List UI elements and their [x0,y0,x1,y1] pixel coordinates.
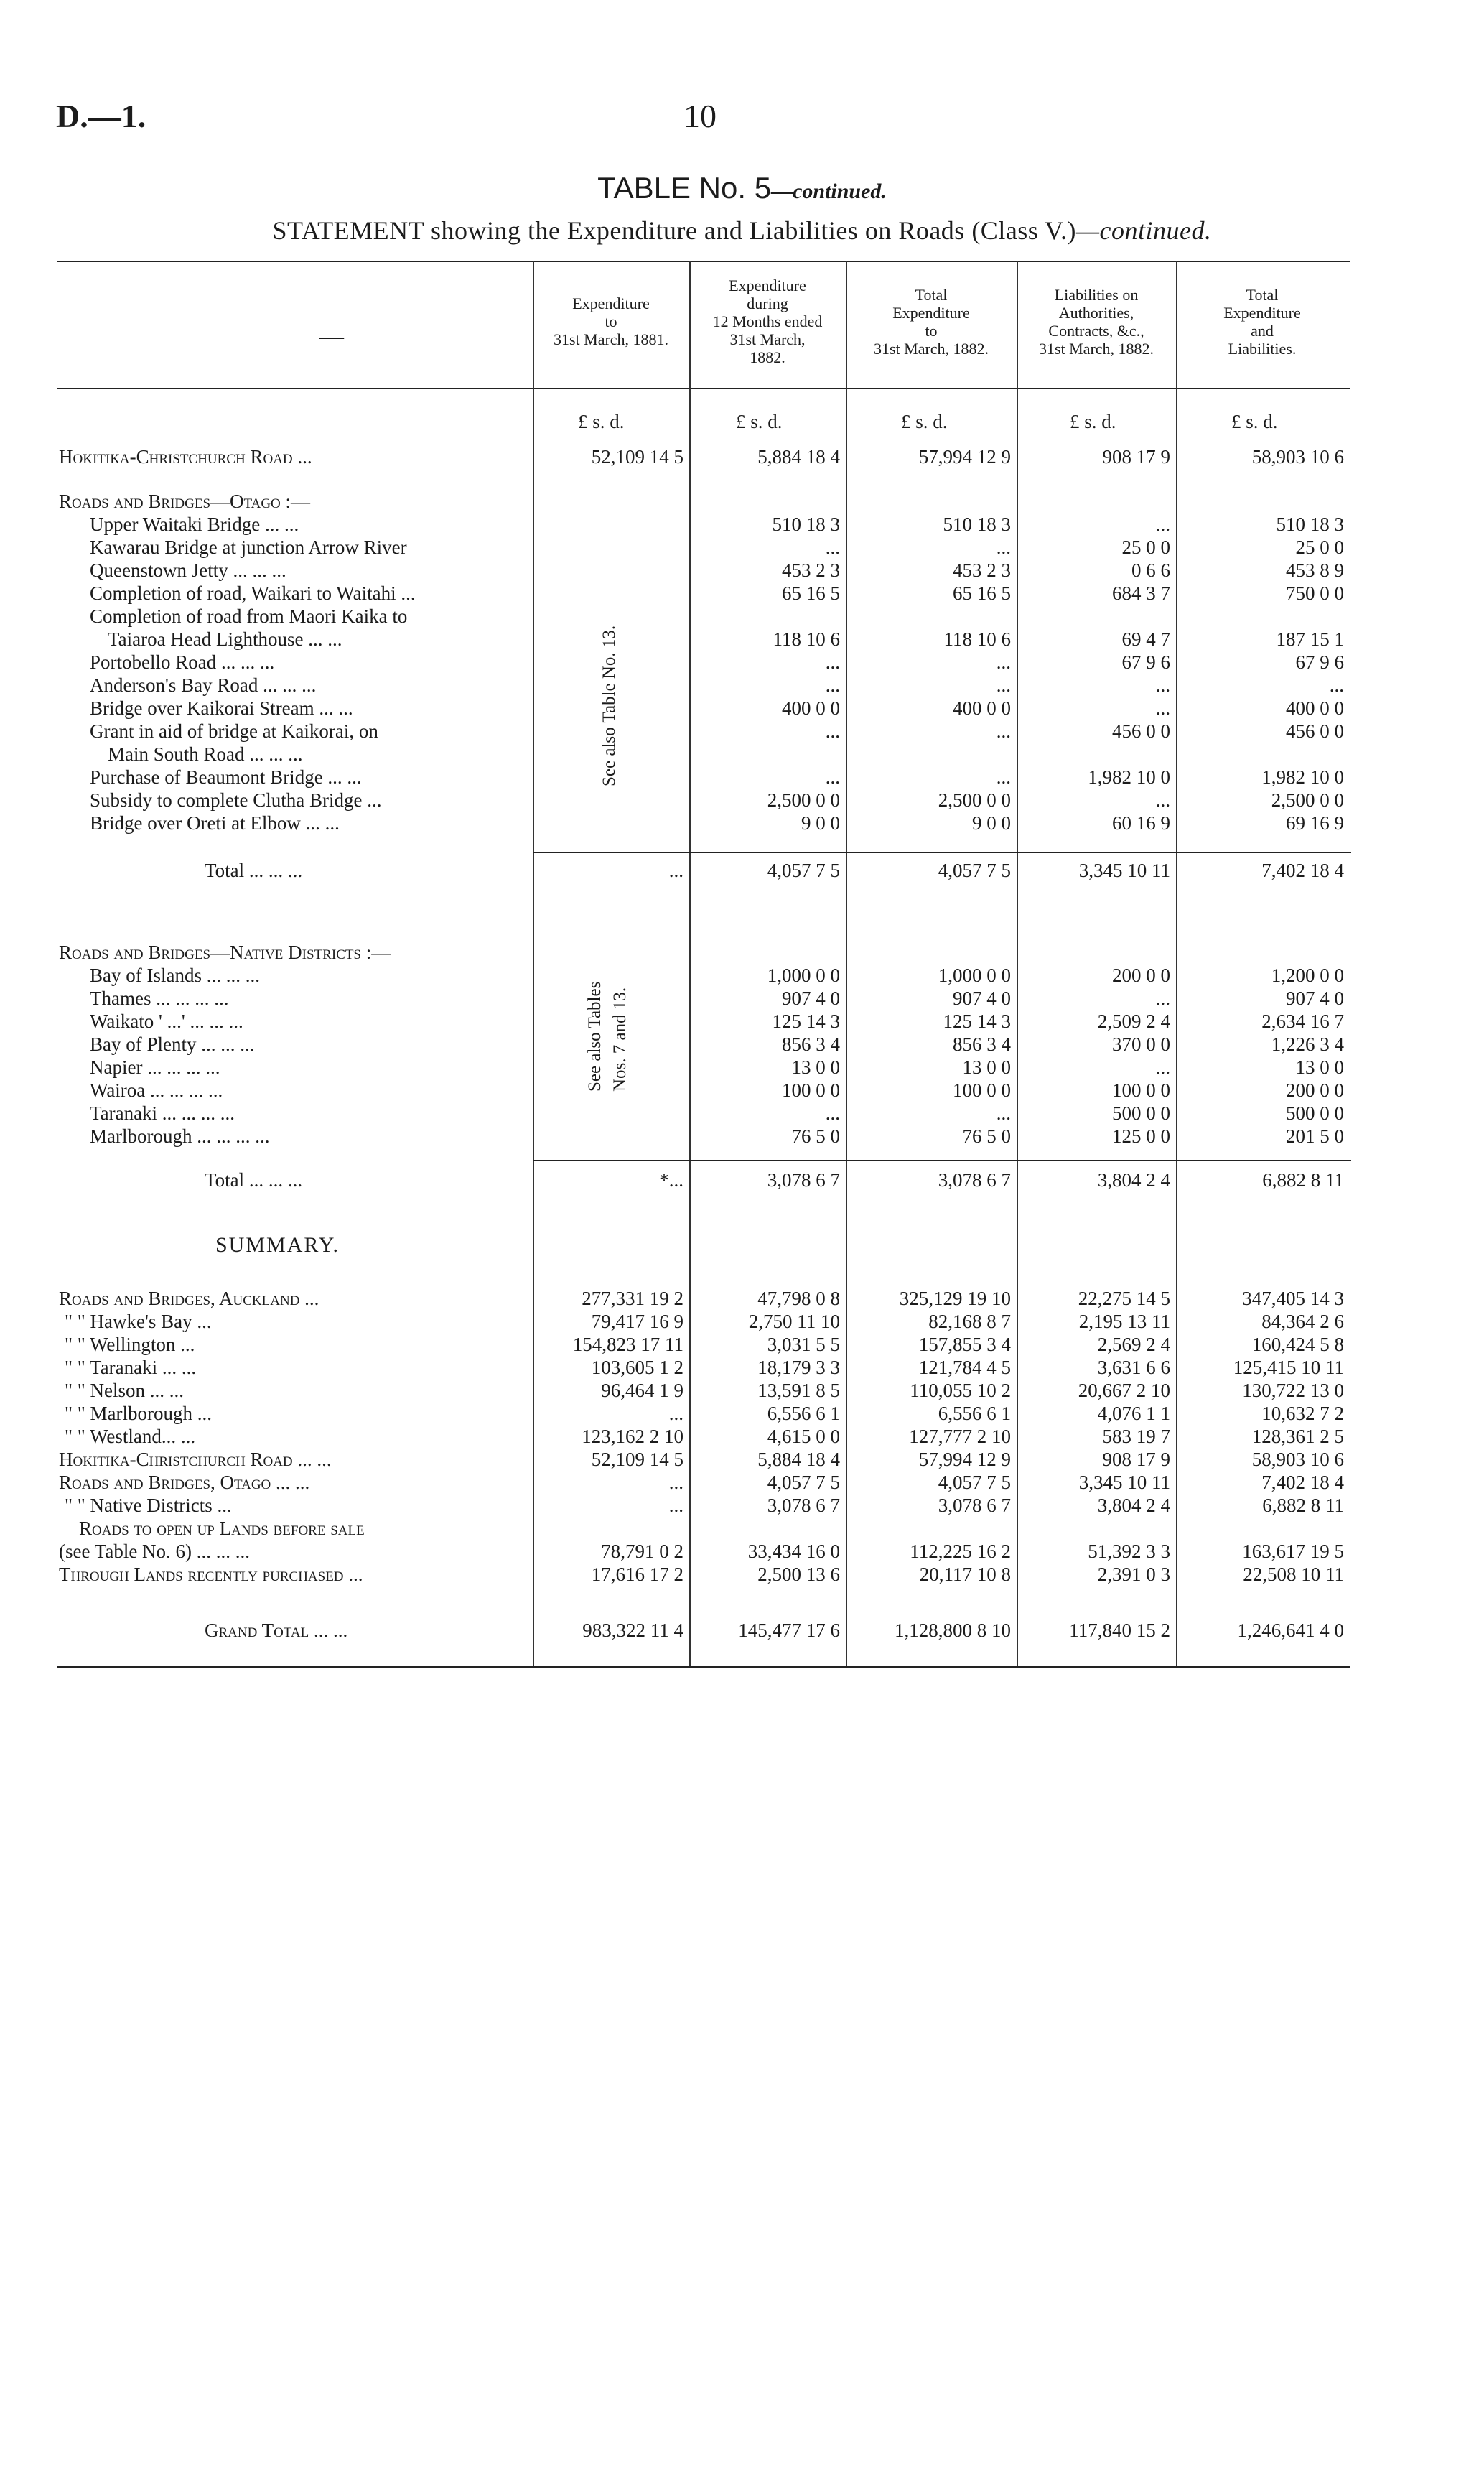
side-note-otago: See also Table No. 13. [599,625,619,786]
row-value-c3: ... [996,674,1011,696]
row-value-c4: ... [1155,674,1170,696]
column-divider-4 [1017,261,1018,1666]
row-value-c2: 6,556 6 1 [767,1403,840,1424]
row-value-c3: ... [996,766,1011,788]
row-label: Portobello Road ... ... ... [90,651,275,673]
row-value-c5: 1,246,641 4 0 [1237,1619,1344,1641]
page-number: 10 [683,98,717,134]
row-label: Roads and Bridges, Auckland ... [59,1288,319,1309]
row-value-c4: 684 3 7 [1112,582,1170,604]
row-value-c3: 856 3 4 [953,1033,1011,1055]
row-value-c3: 9 0 0 [972,812,1011,834]
row-value-c2: 2,500 13 6 [757,1563,840,1585]
column-header-4-line: 31st March, 1882. [1038,340,1154,358]
row-value-c4: 3,345 10 11 [1078,1472,1170,1493]
row-value-c2: 47,798 0 8 [757,1288,840,1309]
row-value-c4: 200 0 0 [1112,965,1170,986]
column-header-5-line: Expenditure [1223,304,1301,322]
bottom-rule [57,1666,1350,1668]
row-value-c4: ... [1155,1056,1170,1078]
row-value-c5: 187 15 1 [1276,628,1344,650]
row-label: Roads to open up Lands before sale [79,1518,365,1539]
row-label: " " Hawke's Bay ... [65,1311,212,1332]
column-divider-1 [533,261,534,1666]
row-label: Completion of road, Waikari to Waitahi ... [90,582,416,604]
row-value-c2: 5,884 18 4 [757,1449,840,1470]
row-label: Taranaki ... ... ... ... [90,1102,235,1124]
row-value-c4: 3,345 10 11 [1078,860,1170,881]
top-rule [57,261,1350,262]
row-value-c5: 67 9 6 [1295,651,1344,673]
row-label: Wairoa ... ... ... ... [90,1079,223,1101]
row-value-c2: 3,078 6 7 [767,1495,840,1516]
row-value-c5: 10,632 7 2 [1261,1403,1344,1424]
column-header-1-line: to [605,312,617,330]
row-value-c1: 103,605 1 2 [591,1357,683,1378]
currency-header-4: £ s. d. [1070,411,1116,432]
currency-header-5: £ s. d. [1231,411,1278,432]
row-value-c5: 453 8 9 [1286,559,1344,581]
row-value-c4: 2,195 13 11 [1078,1311,1170,1332]
row-value-c4: 25 0 0 [1121,536,1170,558]
side-note-native-2: Nos. 7 and 13. [610,987,630,1092]
row-value-c3: 118 10 6 [943,628,1011,650]
row-label: Through Lands recently purchased ... [59,1563,363,1585]
row-value-c2: 907 4 0 [782,987,840,1009]
column-header-5-line: Liabilities. [1228,340,1297,358]
column-header-3 [846,286,1017,358]
row-value-c5: 907 4 0 [1286,987,1344,1009]
row-label: Bridge over Oreti at Elbow ... ... [90,812,340,834]
row-value-c5: 750 0 0 [1286,582,1344,604]
row-label: Queenstown Jetty ... ... ... [90,559,286,581]
row-value-c5: 456 0 0 [1286,720,1344,742]
column-divider-5 [1176,261,1177,1666]
row-label: Purchase of Beaumont Bridge ... ... [90,766,362,788]
row-value-c1: 154,823 17 11 [572,1334,683,1355]
row-value-c1: *... [659,1169,683,1191]
side-note-native-1: See also Tables [585,981,605,1092]
row-value-c2: 76 5 0 [791,1125,840,1147]
row-value-c2: 13,591 8 5 [757,1380,840,1401]
row-label: Thames ... ... ... ... [90,987,229,1009]
row-value-c5: 130,722 13 0 [1242,1380,1344,1401]
row-value-c3: 1,128,800 8 10 [895,1619,1011,1641]
row-value-c5: ... [1329,674,1344,696]
row-value-c3: 157,855 3 4 [918,1334,1011,1355]
row-value-c2: 400 0 0 [782,697,840,719]
row-value-c4: 456 0 0 [1112,720,1170,742]
column-header-1 [533,294,689,348]
row-value-c3: 57,994 12 9 [918,1449,1011,1470]
row-label: Grand Total ... ... [205,1619,348,1641]
column-header-3-line: 31st March, 1882. [873,340,989,358]
row-label: Waikato ' ...' ... ... ... [90,1010,243,1032]
row-label: Bridge over Kaikorai Stream ... ... [90,697,353,719]
column-header-2-line: 31st March, [729,330,806,348]
row-label: " " Taranaki ... ... [65,1357,197,1378]
row-value-c4: 1,982 10 0 [1088,766,1170,788]
row-value-c5: 58,903 10 6 [1251,1449,1344,1470]
column-header-1-line: 31st March, 1881. [553,330,669,348]
row-value-c2: 4,057 7 5 [767,860,840,881]
row-value-c3: 3,078 6 7 [938,1169,1011,1191]
row-value-c4: 100 0 0 [1112,1079,1170,1101]
row-value-c4: 22,275 14 5 [1078,1288,1170,1309]
row-label: Subsidy to complete Clutha Bridge ... [90,789,382,811]
row-value-c1: 983,322 11 4 [582,1619,683,1641]
row-value-c4: 125 0 0 [1112,1125,1170,1147]
row-value-c5: 58,903 10 6 [1251,446,1344,468]
row-value-c3: 20,117 10 8 [919,1563,1011,1585]
row-value-c2: 2,750 11 10 [748,1311,840,1332]
row-value-c2: ... [825,1102,840,1124]
row-value-c2: 118 10 6 [773,628,840,650]
column-header-2-line: Expenditure [729,276,806,294]
column-header-5-line: Total [1246,286,1279,304]
row-value-c4: 583 19 7 [1102,1426,1170,1447]
row-value-c5: 2,500 0 0 [1271,789,1344,811]
row-value-c1: 52,109 14 5 [591,446,683,468]
header-bottom-rule [57,388,1350,389]
row-value-c5: 6,882 8 11 [1262,1495,1344,1516]
row-value-c3: 13 0 0 [962,1056,1011,1078]
row-label: Bay of Islands ... ... ... [90,965,260,986]
row-value-c1: 17,616 17 2 [591,1563,683,1585]
row-value-c4: ... [1155,513,1170,535]
row-label: Grant in aid of bridge at Kaikorai, on [90,720,378,742]
row-value-c2: 4,057 7 5 [767,1472,840,1493]
row-value-c3: 907 4 0 [953,987,1011,1009]
row-value-c2: ... [825,720,840,742]
row-label: " " Wellington ... [65,1334,195,1355]
row-value-c3: ... [996,720,1011,742]
row-value-c4: 2,391 0 3 [1097,1563,1170,1585]
row-value-c3: ... [996,536,1011,558]
statement-text: STATEMENT showing the Expenditure and Liabilities on Roads (Class V.) [272,216,1077,245]
row-value-c3: 100 0 0 [953,1079,1011,1101]
row-value-c4: 3,804 2 4 [1097,1169,1170,1191]
row-value-c2: 510 18 3 [772,513,840,535]
row-value-c3: 400 0 0 [953,697,1011,719]
row-value-c4: 117,840 15 2 [1069,1619,1170,1641]
row-value-c2: 33,434 16 0 [747,1540,840,1562]
row-value-c4: 500 0 0 [1112,1102,1170,1124]
row-value-c3: 4,057 7 5 [938,860,1011,881]
row-label: Hokitika-Christchurch Road ... [59,446,312,468]
row-value-c4: ... [1155,987,1170,1009]
row-value-c4: 908 17 9 [1102,446,1170,468]
row-value-c3: 2,500 0 0 [938,789,1011,811]
row-value-c5: 22,508 10 11 [1243,1563,1344,1585]
row-value-c2: 65 16 5 [782,582,840,604]
row-value-c5: 500 0 0 [1286,1102,1344,1124]
currency-header-1: £ s. d. [578,411,625,432]
row-value-c5: 25 0 0 [1295,536,1344,558]
row-label: Napier ... ... ... ... [90,1056,220,1078]
row-value-c5: 163,617 19 5 [1242,1540,1344,1562]
row-value-c4: ... [1155,697,1170,719]
row-value-c3: 1,000 0 0 [938,965,1011,986]
row-value-c2: 9 0 0 [801,812,840,834]
row-value-c2: 4,615 0 0 [767,1426,840,1447]
row-value-c2: 1,000 0 0 [767,965,840,986]
column-header-2-line: 1882. [750,348,785,366]
row-label: Roads and Bridges, Otago ... ... [59,1472,310,1493]
column-header-1-line: Expenditure [572,294,650,312]
summary-heading: SUMMARY. [215,1233,340,1257]
row-value-c3: 65 16 5 [953,582,1011,604]
row-value-c4: 60 16 9 [1112,812,1170,834]
row-value-c1: ... [668,860,683,881]
table-title-text: TABLE No. 5 [597,171,772,205]
row-value-c2: 5,884 18 4 [757,446,840,468]
row-value-c3: ... [996,1102,1011,1124]
row-label: Bay of Plenty ... ... ... [90,1033,255,1055]
row-value-c2: 3,031 5 5 [767,1334,840,1355]
row-value-c3: 325,129 19 10 [899,1288,1011,1309]
row-value-c5: 201 5 0 [1286,1125,1344,1147]
row-value-c2: ... [825,674,840,696]
row-label: " " Native Districts ... [65,1495,232,1516]
row-value-c5: 69 16 9 [1286,812,1344,834]
row-value-c3: 121,784 4 5 [918,1357,1011,1378]
row-label: Main South Road ... ... ... [108,743,303,765]
row-value-c1: 78,791 0 2 [601,1540,683,1562]
row-value-c2: ... [825,536,840,558]
column-header-4 [1017,286,1176,358]
row-value-c5: 13 0 0 [1295,1056,1344,1078]
row-value-c3: ... [996,651,1011,673]
row-label: Kawarau Bridge at junction Arrow River [90,536,407,558]
row-value-c2: 453 2 3 [782,559,840,581]
row-value-c5: 7,402 18 4 [1261,1472,1344,1493]
row-value-c1: 123,162 2 10 [582,1426,683,1447]
row-value-c4: 51,392 3 3 [1088,1540,1170,1562]
row-value-c1: 277,331 19 2 [582,1288,683,1309]
column-header-2-line: 12 Months ended [712,312,823,330]
statement-continued: —continued. [1076,216,1212,245]
column-header-2 [689,276,846,366]
row-label: Anderson's Bay Road ... ... ... [90,674,317,696]
document-id: D.—1. [56,98,146,134]
row-value-c3: 82,168 8 7 [928,1311,1011,1332]
row-value-c5: 510 18 3 [1276,513,1344,535]
row-label: (see Table No. 6) ... ... ... [59,1540,251,1562]
row-label: Completion of road from Maori Kaika to [90,605,408,627]
row-value-c2: 145,477 17 6 [738,1619,840,1641]
column-header-3-line: Total [915,286,948,304]
row-value-c5: 128,361 2 5 [1251,1426,1344,1447]
row-value-c1: ... [668,1472,683,1493]
native-total-rule [533,1160,1351,1161]
row-value-c5: 347,405 14 3 [1242,1288,1344,1309]
column-header-4-line: Contracts, &c., [1048,322,1144,340]
row-value-c4: 0 6 6 [1131,559,1170,581]
row-value-c3: 76 5 0 [962,1125,1011,1147]
column-header-4-line: Authorities, [1058,304,1134,322]
row-value-c1: ... [668,1495,683,1516]
column-header-5-line: and [1251,322,1274,340]
column-header-4-line: Liabilities on [1054,286,1139,304]
row-value-c5: 84,364 2 6 [1261,1311,1344,1332]
row-value-c2: ... [825,766,840,788]
row-label: Total ... ... ... [205,1169,303,1191]
row-value-c4: 4,076 1 1 [1097,1403,1170,1424]
row-value-c3: 6,556 6 1 [938,1403,1011,1424]
row-value-c5: 1,226 3 4 [1271,1033,1344,1055]
row-value-c4: 69 4 7 [1121,628,1170,650]
column-divider-2 [689,261,691,1666]
row-value-c2: ... [825,651,840,673]
row-value-c3: 57,994 12 9 [918,446,1011,468]
row-value-c5: 400 0 0 [1286,697,1344,719]
column-header-3-line: Expenditure [892,304,970,322]
row-value-c4: 20,667 2 10 [1078,1380,1170,1401]
row-value-c2: 125 14 3 [772,1010,840,1032]
row-value-c3: 125 14 3 [943,1010,1011,1032]
row-value-c4: 2,569 2 4 [1097,1334,1170,1355]
row-value-c5: 1,200 0 0 [1271,965,1344,986]
column-header-5 [1176,286,1348,358]
row-label: Roads and Bridges—Native Districts :— [59,942,391,963]
currency-header-3: £ s. d. [901,411,948,432]
row-value-c3: 110,055 10 2 [910,1380,1011,1401]
column-divider-3 [846,261,847,1666]
row-label: Total ... ... ... [205,860,303,881]
row-value-c2: 100 0 0 [782,1079,840,1101]
row-value-c5: 1,982 10 0 [1261,766,1344,788]
row-value-c2: 18,179 3 3 [757,1357,840,1378]
row-label: Upper Waitaki Bridge ... ... [90,513,299,535]
column-header-2-line: during [747,294,788,312]
row-value-c1: ... [668,1403,683,1424]
row-value-c3: 112,225 16 2 [910,1540,1011,1562]
row-value-c2: 856 3 4 [782,1033,840,1055]
row-label: " " Nelson ... ... [65,1380,185,1401]
row-value-c1: 52,109 14 5 [591,1449,683,1470]
row-value-c5: 6,882 8 11 [1262,1169,1344,1191]
row-value-c4: 67 9 6 [1121,651,1170,673]
row-value-c3: 4,057 7 5 [938,1472,1011,1493]
currency-header-2: £ s. d. [736,411,783,432]
row-value-c1: 96,464 1 9 [601,1380,683,1401]
row-value-c5: 7,402 18 4 [1261,860,1344,881]
row-value-c4: 3,804 2 4 [1097,1495,1170,1516]
statement-heading [0,215,1484,246]
row-label: Taiaroa Head Lighthouse ... ... [108,628,342,650]
row-value-c4: 2,509 2 4 [1097,1010,1170,1032]
row-value-c4: 908 17 9 [1102,1449,1170,1470]
row-value-c3: 510 18 3 [943,513,1011,535]
row-value-c5: 160,424 5 8 [1251,1334,1344,1355]
row-value-c3: 127,777 2 10 [909,1426,1011,1447]
row-value-c5: 125,415 10 11 [1233,1357,1344,1378]
row-value-c2: 3,078 6 7 [767,1169,840,1191]
row-value-c1: 79,417 16 9 [591,1311,683,1332]
row-value-c3: 3,078 6 7 [938,1495,1011,1516]
row-value-c4: ... [1155,789,1170,811]
row-label: " " Westland... ... [65,1426,196,1447]
row-label: Marlborough ... ... ... ... [90,1125,270,1147]
table-title-continued: —continued. [771,180,887,203]
row-value-c5: 200 0 0 [1286,1079,1344,1101]
row-value-c4: 3,631 6 6 [1097,1357,1170,1378]
row-value-c2: 13 0 0 [791,1056,840,1078]
row-value-c5: 2,634 16 7 [1261,1010,1344,1032]
row-label: Hokitika-Christchurch Road ... ... [59,1449,332,1470]
header-blank-dash: — [319,323,344,350]
row-label: " " Marlborough ... [65,1403,213,1424]
row-value-c3: 453 2 3 [953,559,1011,581]
row-value-c4: 370 0 0 [1112,1033,1170,1055]
table-title [0,171,1484,205]
otago-total-rule [533,852,1351,853]
column-header-3-line: to [925,322,938,340]
row-label: Roads and Bridges—Otago :— [59,491,311,512]
row-value-c2: 2,500 0 0 [767,789,840,811]
